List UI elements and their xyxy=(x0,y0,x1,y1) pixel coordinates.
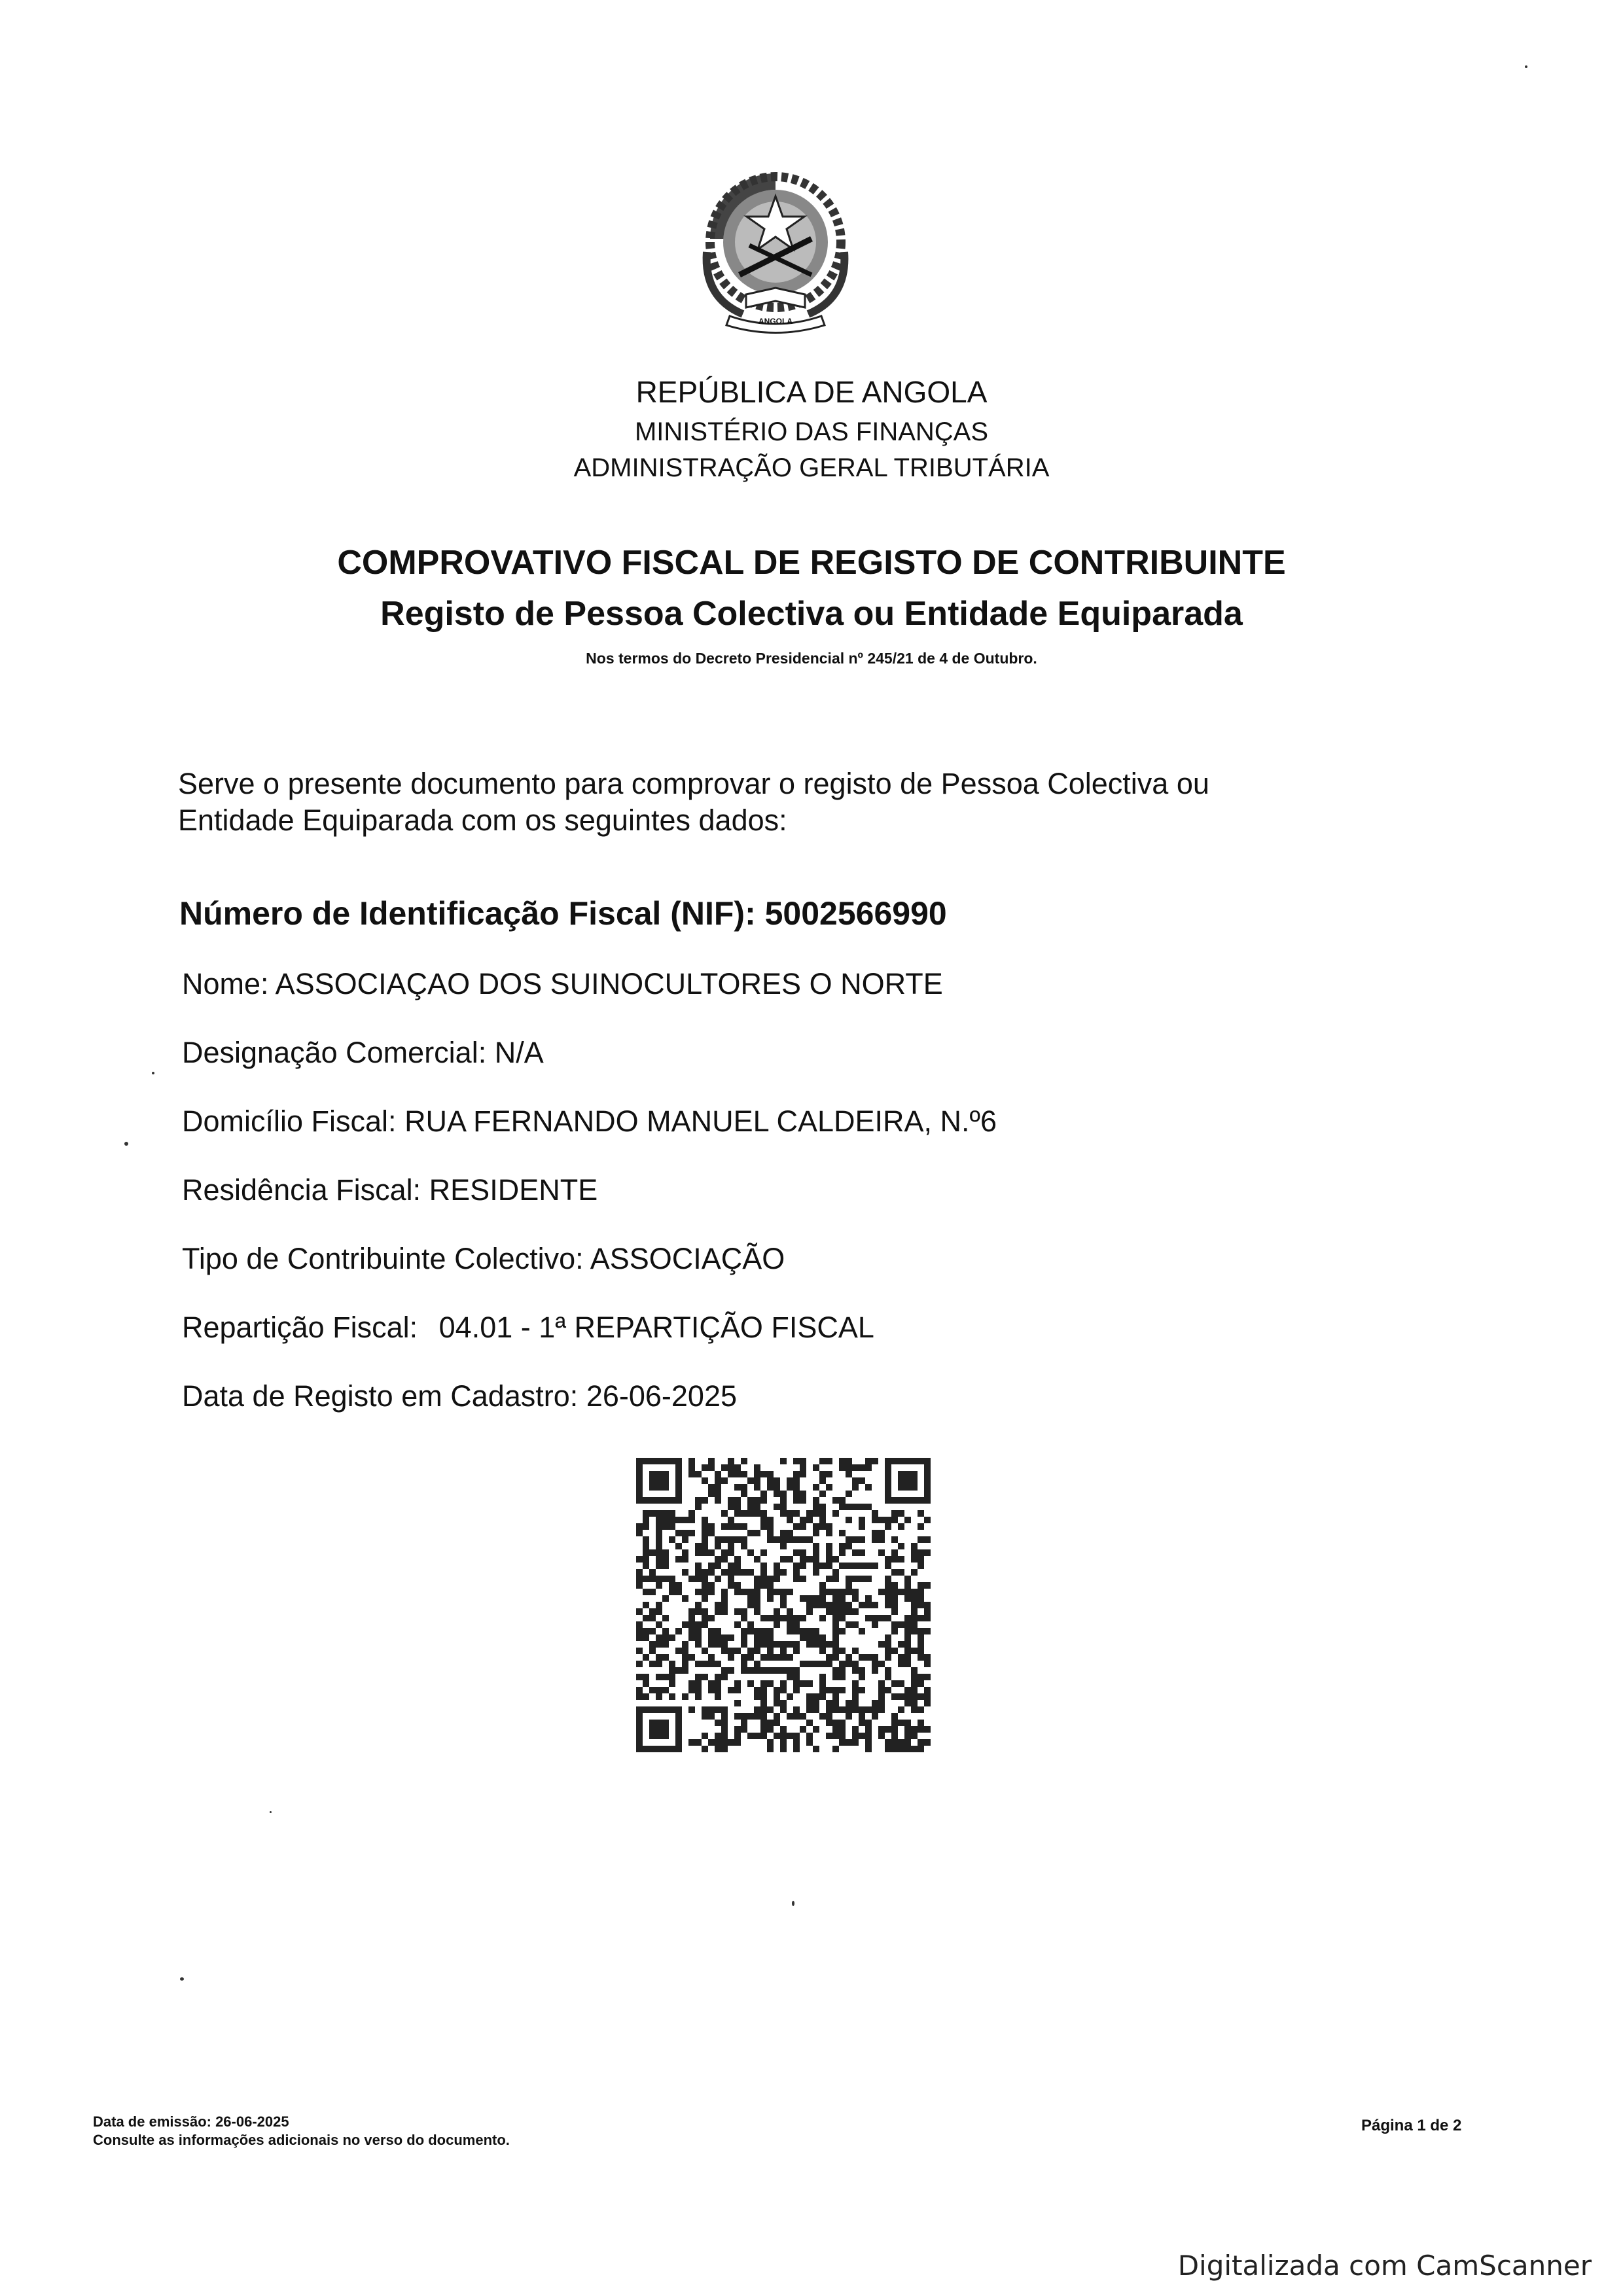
scan-speck xyxy=(152,1072,154,1074)
intro-paragraph xyxy=(178,766,1356,839)
domicilio-label: Domicílio Fiscal: xyxy=(182,1104,397,1138)
nome-value: ASSOCIAÇAO DOS SUINOCULTORES O NORTE xyxy=(275,967,943,1000)
residencia-value: RESIDENTE xyxy=(429,1173,598,1207)
nome-row xyxy=(182,967,943,1001)
tipo-value: ASSOCIAÇÃO xyxy=(590,1242,785,1275)
page-number: Página 1 de 2 xyxy=(1361,2117,1462,2134)
nif-label: Número de Identificação Fiscal (NIF): xyxy=(179,895,756,932)
document-subtitle: Registo de Pessoa Colectiva ou Entidade Equiparada xyxy=(380,595,1243,633)
emission-date: Data de emissão: 26-06-2025 xyxy=(93,2113,289,2130)
data-registo-label: Data de Registo em Cadastro: xyxy=(182,1379,579,1413)
scan-speck xyxy=(1525,65,1527,68)
intro-line-1: Serve o presente documento para comprovar o registo de Pessoa Colectiva ou xyxy=(178,767,1209,800)
scan-speck xyxy=(180,1977,184,1981)
angola-emblem-icon xyxy=(690,160,861,337)
qr-code-icon xyxy=(636,1458,931,1752)
residencia-row xyxy=(182,1173,597,1207)
document-title: COMPROVATIVO FISCAL DE REGISTO DE CONTRIBUINTE xyxy=(337,544,1286,582)
decree-reference: Nos termos do Decreto Presidencial nº 245/21 de 4 de Outubro. xyxy=(586,650,1037,667)
data-registo-value: 26-06-2025 xyxy=(586,1379,738,1413)
nome-label: Nome: xyxy=(182,967,269,1000)
designacao-label: Designação Comercial: xyxy=(182,1036,487,1069)
domicilio-value: RUA FERNANDO MANUEL CALDEIRA, N.º6 xyxy=(404,1104,997,1138)
scan-speck xyxy=(792,1901,794,1906)
reparticao-row xyxy=(182,1311,874,1345)
tipo-row xyxy=(182,1242,785,1276)
administration-heading: ADMINISTRAÇÃO GERAL TRIBUTÁRIA xyxy=(573,453,1050,482)
emblem-ribbon-label: ANGOLA xyxy=(758,317,793,326)
nif-value: 5002566990 xyxy=(764,895,947,932)
data-registo-row xyxy=(182,1379,737,1413)
reparticao-value: 04.01 - 1ª REPARTIÇÃO FISCAL xyxy=(438,1311,874,1344)
scan-speck xyxy=(124,1142,128,1146)
intro-line-2: Entidade Equiparada com os seguintes dados: xyxy=(178,804,787,837)
country-heading: REPÚBLICA DE ANGOLA xyxy=(635,375,988,409)
residencia-label: Residência Fiscal: xyxy=(182,1173,421,1207)
tipo-label: Tipo de Contribuinte Colectivo: xyxy=(182,1242,584,1275)
scan-speck xyxy=(270,1811,272,1813)
ministry-heading: MINISTÉRIO DAS FINANÇAS xyxy=(634,417,989,446)
reparticao-label: Repartição Fiscal: xyxy=(182,1311,418,1344)
designacao-value: N/A xyxy=(494,1036,544,1069)
domicilio-row xyxy=(182,1104,997,1139)
camscanner-watermark: Digitalizada com CamScanner xyxy=(1177,2250,1592,2282)
designacao-row xyxy=(182,1036,544,1070)
nif-row xyxy=(179,894,947,932)
verso-note: Consulte as informações adicionais no verso do documento. xyxy=(93,2132,510,2148)
